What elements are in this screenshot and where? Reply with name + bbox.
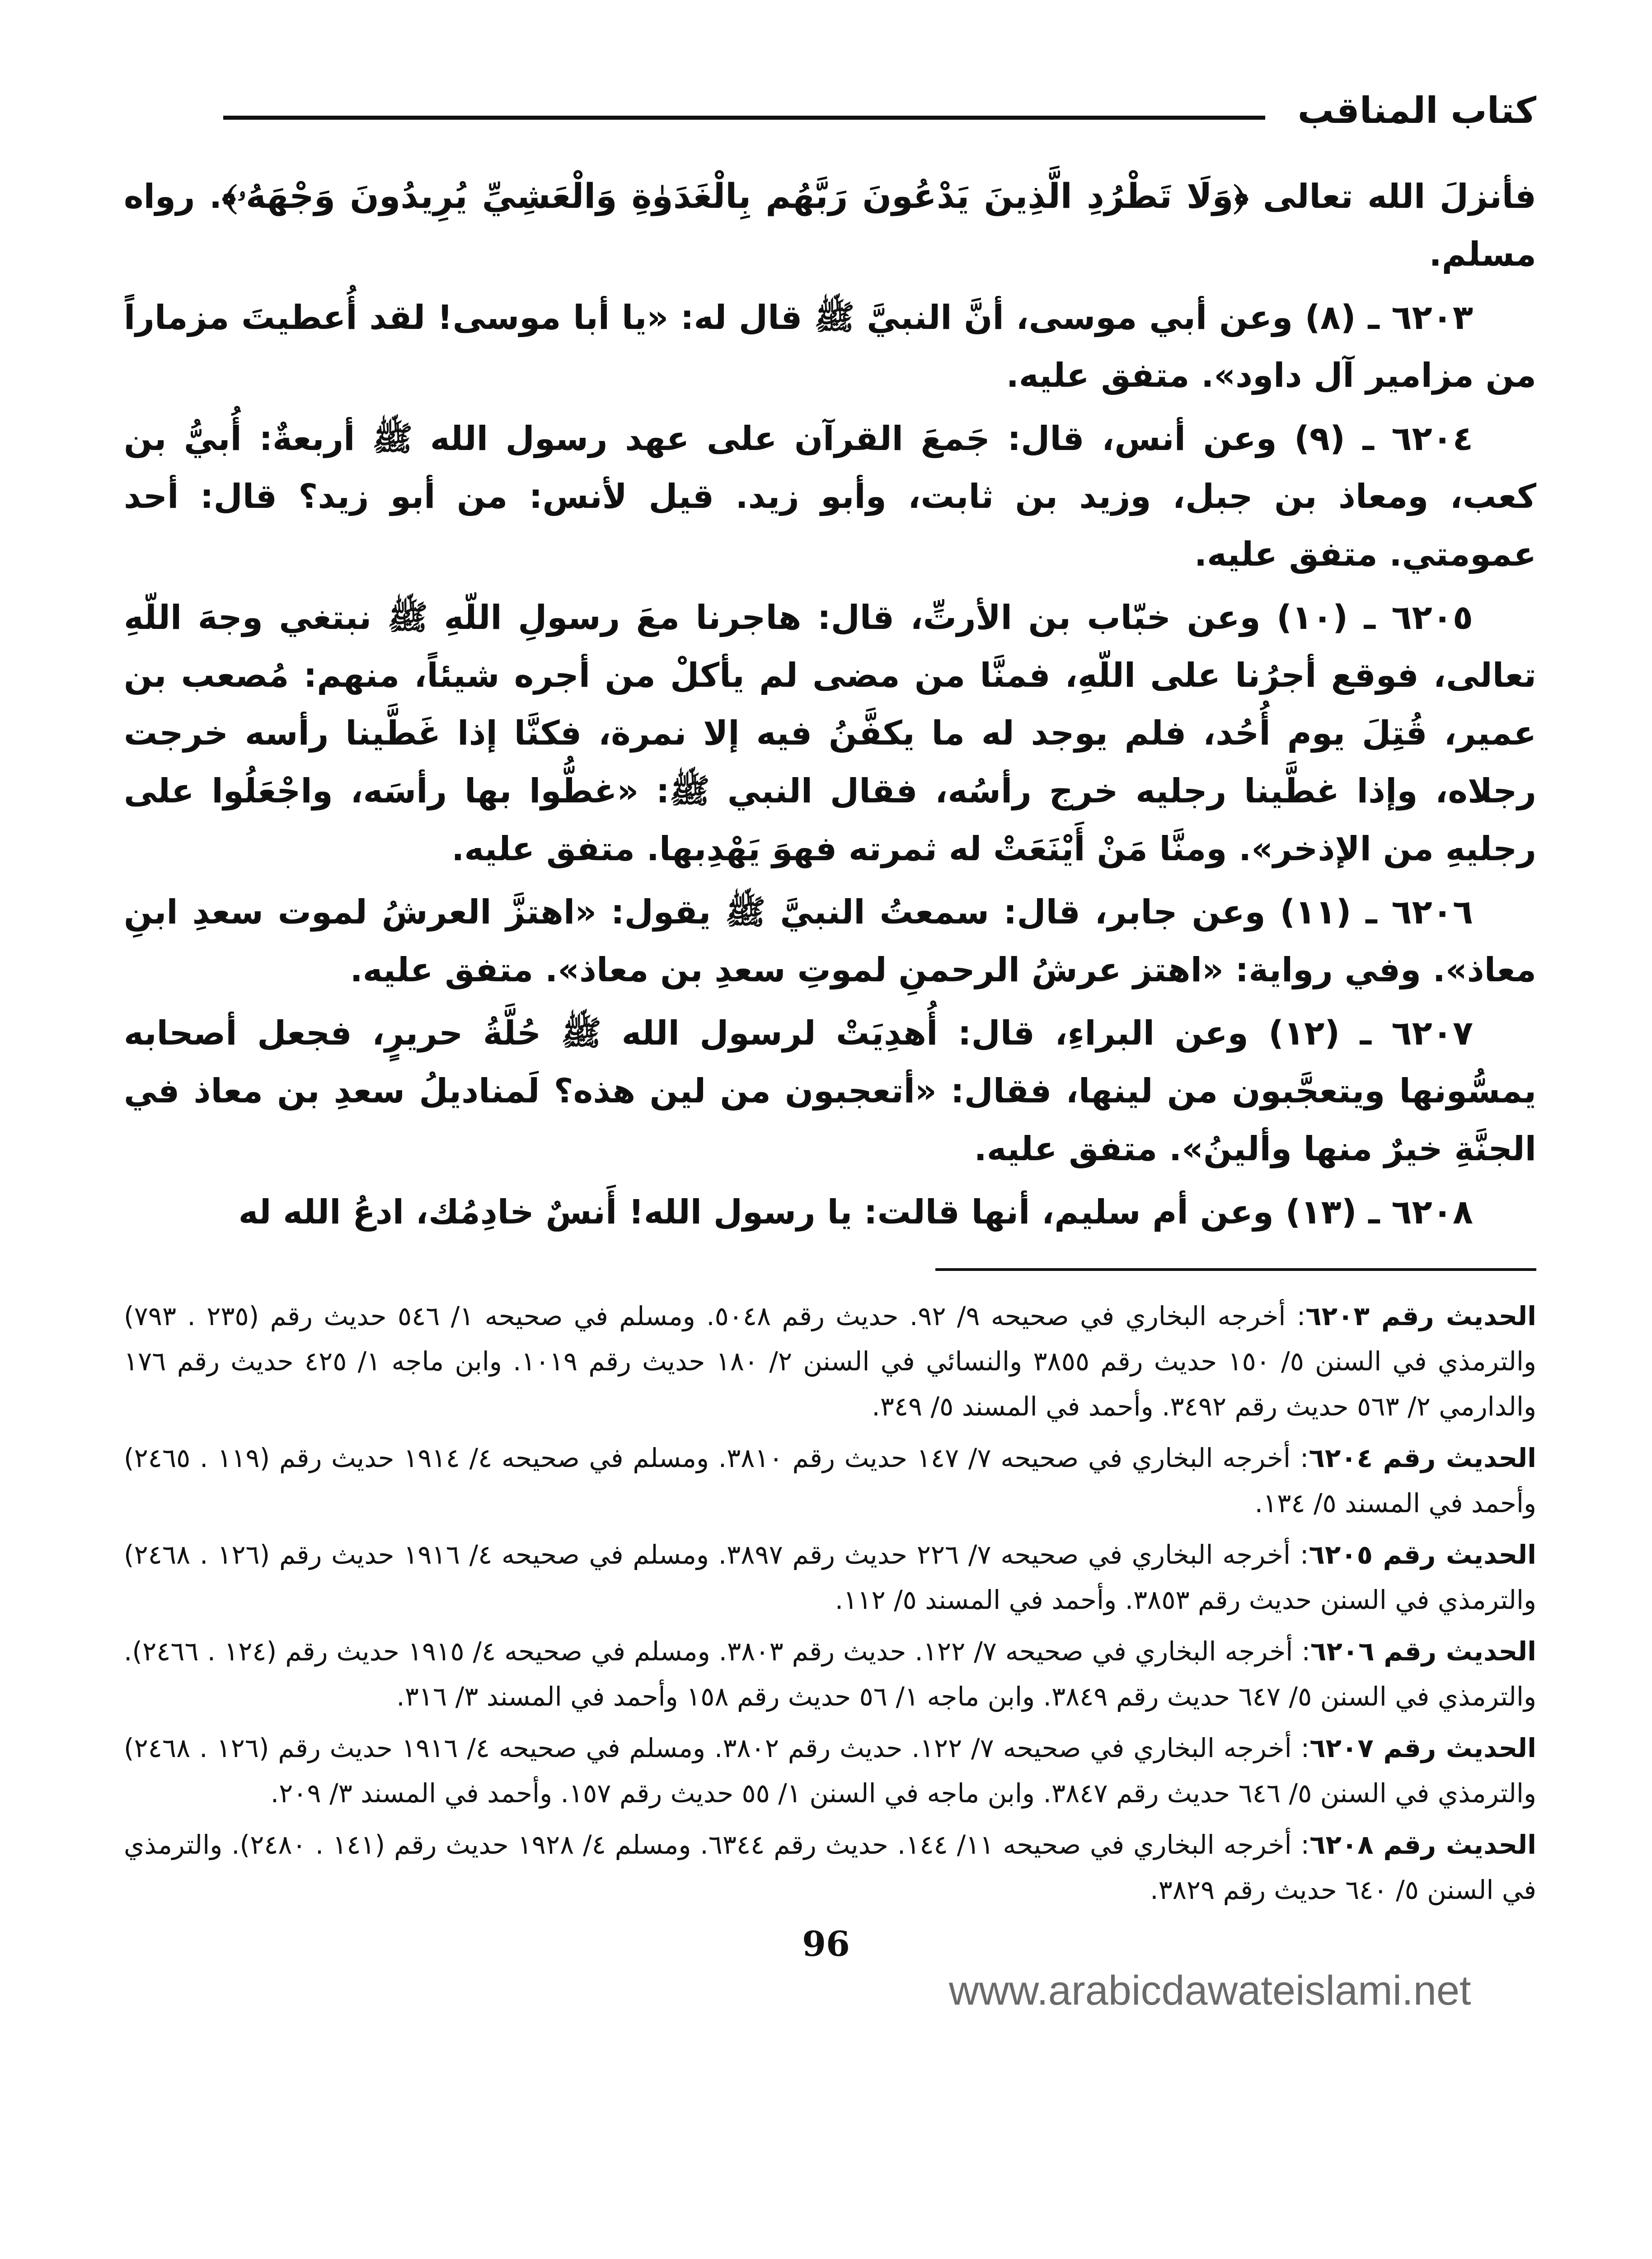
footnote-label: الحديث رقم ٦٢٠٤	[1309, 1443, 1537, 1473]
watermark-row	[0, 1967, 1652, 2015]
running-header	[124, 86, 1536, 140]
chapter-title: كتاب المناقب	[1297, 89, 1536, 131]
hadith-6207: ٦٢٠٧ ـ (١٢) وعن البراءِ، قال: أُهدِيَتْ لرسول الله ﷺ حُلَّةُ حريرٍ، فجعل أصحابه يمسُّونها ويتعجَّبون من لينها، فقال: «أتعجبون من لين هذه؟ لَمناديلُ سعدِ بن معاذ في الجنَّةِ خيرٌ منها وألينُ». متفق عليه.	[124, 1014, 1536, 1168]
hadith-6206: ٦٢٠٦ ـ (١١) وعن جابر، قال: سمعتُ النبيَّ ﷺ يقول: «اهتزَّ العرشُ لموت سعدِ ابنِ معاذ». وفي رواية: «اهتز عرشُ الرحمنِ لموتِ سعدِ بن معاذ». متفق عليه.	[124, 893, 1536, 989]
footnote	[124, 1822, 1536, 1912]
footnote-label: الحديث رقم ٦٢٠٨	[1309, 1829, 1536, 1860]
footnote-text: : أخرجه البخاري في صحيحه ٩/ ٩٢. حديث رقم ٥٠٤٨. ومسلم في صحيحه ١/ ٥٤٦ حديث رقم (٢٣٥ . ٧٩٣) والترمذي في السنن ٥/ ١٥٠ حديث رقم ٣٨٥٥ والنسائي في السنن ٢/ ١٨٠ حديث رقم ١٠١٩. وابن ماجه ١/ ٤٢٥ حديث رقم ١٧٦ والدارمي ٢/ ٥٦٣ حديث رقم ٣٤٩٢. وأحمد في المسند ٥/ ٣٤٩.	[124, 1301, 1536, 1422]
footnote	[124, 1725, 1536, 1816]
page-number: 96	[802, 1924, 850, 1964]
footnote-text: : أخرجه البخاري في صحيحه ٧/ ١٤٧ حديث رقم ٣٨١٠. ومسلم في صحيحه ٤/ ١٩١٤ حديث رقم (١١٩ . ٢٤٦٥) وأحمد في المسند ٥/ ١٣٤.	[124, 1443, 1536, 1518]
footnote-text: : أخرجه البخاري في صحيحه ١١/ ١٤٤. حديث رقم ٦٣٤٤. ومسلم ٤/ ١٩٢٨ حديث رقم (١٤١ . ٢٤٨٠). والترمذي في السنن ٥/ ٦٤٠ حديث رقم ٣٨٢٩.	[124, 1829, 1536, 1905]
paragraph-quran	[124, 167, 1536, 283]
footnote-separator	[935, 1268, 1536, 1271]
hadith-6208: ٦٢٠٨ ـ (١٣) وعن أم سليم، أنها قالت: يا رسول الله! أَنسٌ خادِمُك، ادعُ الله له	[238, 1193, 1473, 1232]
footnote	[124, 1294, 1536, 1429]
footnote-label: الحديث رقم ٦٢٠٧	[1309, 1733, 1536, 1763]
footnote-text: : أخرجه البخاري في صحيحه ٧/ ١٢٢. حديث رقم ٣٨٠٣. ومسلم في صحيحه ٤/ ١٩١٥ حديث رقم (١٢٤ . ٢٤٦٦). والترمذي في السنن ٥/ ٦٤٧ حديث رقم ٣٨٤٩. وابن ماجه ١/ ٥٦ حديث رقم ١٥٨ وأحمد في المسند ٣/ ٣١٦.	[124, 1636, 1536, 1712]
hadith-6204: ٦٢٠٤ ـ (٩) وعن أنس، قال: جَمعَ القرآن على عهد رسول الله ﷺ أربعةٌ: أُبيُّ بن كعب، ومعاذ بن جبل، وزيد بن ثابت، وأبو زيد. قيل لأنس: من أبو زيد؟ قال: أحد عمومتي. متفق عليه.	[124, 419, 1536, 574]
header-rule	[223, 116, 1265, 120]
main-text	[124, 167, 1536, 1241]
book-page	[124, 0, 1536, 1912]
footnote	[124, 1532, 1536, 1622]
footnotes	[124, 1294, 1536, 1912]
footnote	[124, 1435, 1536, 1526]
footnote-label: الحديث رقم ٦٢٠٦	[1310, 1636, 1537, 1667]
text: فأنزلَ الله تعالى	[1248, 177, 1536, 216]
footnote-label: الحديث رقم ٦٢٠٥	[1309, 1539, 1537, 1570]
quran-verse: ﴿وَلَا تَطْرُدِ الَّذِينَ يَدْعُونَ رَبَّهُم بِالْغَدَوٰةِ وَالْعَشِيِّ يُرِيدُونَ وَجْهَهُۥ﴾	[222, 176, 1249, 216]
hadith-6203: ٦٢٠٣ ـ (٨) وعن أبي موسى، أنَّ النبيَّ ﷺ قال له: «يا أبا موسى! لقد أُعطيتَ مزماراً من مزامير آل داود». متفق عليه.	[124, 298, 1536, 395]
text: . رواه مسلم.	[124, 177, 1536, 274]
footnote-text: : أخرجه البخاري في صحيحه ٧/ ١٢٢. حديث رقم ٣٨٠٢. ومسلم في صحيحه ٤/ ١٩١٦ حديث رقم (١٢٦ . ٢٤٦٨) والترمذي في السنن ٥/ ٦٤٦ حديث رقم ٣٨٤٧. وابن ماجه في السنن ١/ ٥٥ حديث رقم ١٥٧. وأحمد في المسند ٣/ ٢٠٩.	[124, 1733, 1536, 1809]
footnote-label: الحديث رقم ٦٢٠٣	[1305, 1301, 1536, 1331]
footnote	[124, 1629, 1536, 1719]
hadith-6205: ٦٢٠٥ ـ (١٠) وعن خبّاب بن الأرتِّ، قال: هاجرنا معَ رسولِ اللّهِ ﷺ نبتغي وجهَ اللّهِ تعالى، فوقع أجرُنا على اللّهِ، فمنَّا من مضى لم يأكلْ من أجره شيئاً، منهم: مُصعب بن عمير، قُتِلَ يوم أُحُد، فلم يوجد له ما يكفَّنُ فيه إلا نمرة، فكنَّا إذا غَطَّينا رأسه خرجت رجلاه، وإذا غطَّينا رجليه خرج رأسُه، فقال النبي ﷺ: «غطُّوا بها رأسَه، واجْعَلُوا على رجليهِ من الإذخر». ومنَّا مَنْ أَيْنَعَتْ له ثمرته فهوَ يَهْدِبها. متفق عليه.	[124, 598, 1536, 868]
footnote-text: : أخرجه البخاري في صحيحه ٧/ ٢٢٦ حديث رقم ٣٨٩٧. ومسلم في صحيحه ٤/ ١٩١٦ حديث رقم (١٢٦ . ٢٤٦٨) والترمذي في السنن حديث رقم ٣٨٥٣. وأحمد في المسند ٥/ ١١٢.	[124, 1539, 1536, 1615]
watermark-url: www.arabicdawateislami.net	[949, 1968, 1471, 2014]
